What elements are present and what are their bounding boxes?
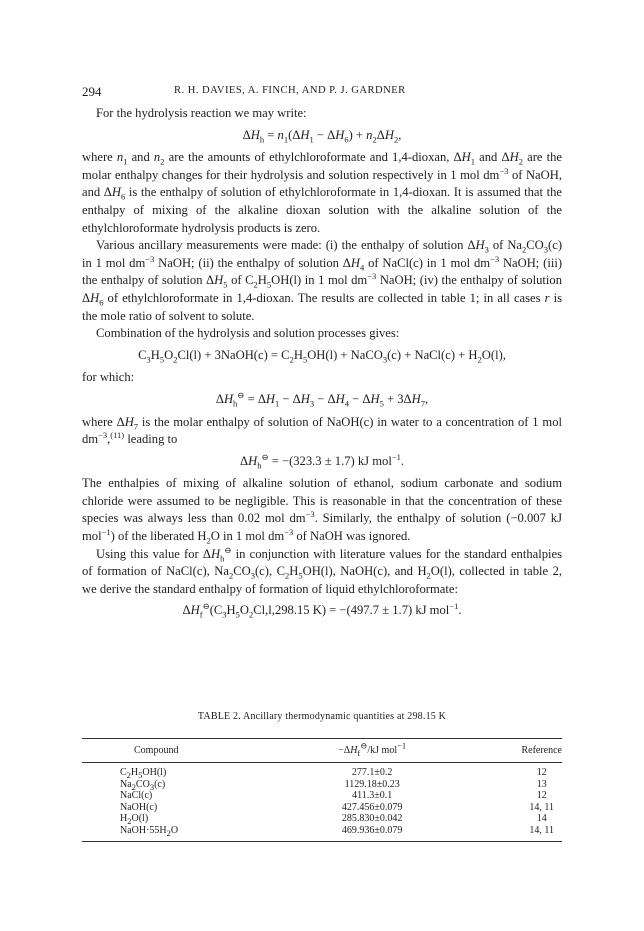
enthalpy-cell: 411.3±0.1 xyxy=(352,790,393,802)
paragraph-definitions: where $n_1$ and $n_2$ are the amounts of ethylchloroformate and 1,4-dioxan, $\Delta H_1$ and $\Delta H_2$ are the molar enthalpy changes for their hydrolysis and solution respectively in 1 mol $dm^{-3}$ of NaOH, and $\Delta H_6$ is the enthalpy of solution of ethylchloroformate in 1,4-dioxan. It is assumed that the enthalpy of mixing of the alkaline dioxan solution with the alkaline solution of the ethylchloroformate hydrolysis products is zero. xyxy=(82,150,563,235)
running-header xyxy=(82,84,562,100)
enthalpy-cell: 1129.18±0.23 xyxy=(344,778,400,790)
compound-cell: $C_2H_5OH(l)$ xyxy=(120,767,167,780)
compound-cell: $H_2O(l)$ xyxy=(120,813,149,827)
enthalpy-cell: 427.456±0.079 xyxy=(341,801,403,813)
reference-cell: 13 xyxy=(536,778,547,790)
paragraph-for-which: for which: xyxy=(82,370,135,385)
table-row xyxy=(82,825,562,841)
running-header-authors: R. H. DAVIES, A. FINCH, AND P. J. GARDNER xyxy=(174,85,406,96)
paragraph-combination: Combination of the hydrolysis and solution processes gives: xyxy=(96,326,400,341)
equation-reaction: $C_3H_5O_2Cl(l)$ + 3NaOH(c) = $C_2H_5OH(l)$ + NaCO$_3$(c) + NaCl(c) + $H_2O(l)$, xyxy=(138,347,506,365)
compound-cell: $NaOH\cdot 55H_2O$ xyxy=(82,825,283,841)
paragraph-intro: For the hydrolysis reaction we may write: xyxy=(96,106,307,120)
compound-cell: NaOH(c) xyxy=(120,801,158,813)
equation-standard-hydrolysis: $\Delta H_h^⊖ = \Delta H_1 - \Delta H_3 - \Delta H_4 - \Delta H_5 + 3\Delta H_7$, xyxy=(215,389,429,409)
reference-cell: 14, 11 xyxy=(529,801,555,813)
enthalpy-cell: 285.830±0.042 xyxy=(341,813,403,825)
table-row xyxy=(82,779,562,791)
table-2 xyxy=(82,711,562,842)
paragraph-naoh-solution: where $\Delta H_7$ is the molar enthalpy of solution of NaOH(c) in water to a concentration of 1 mol $dm^{-3},^{(11)}$ leading to xyxy=(82,414,563,447)
reference-cell: 14 xyxy=(536,813,547,825)
reference-cell: 12 xyxy=(536,790,547,802)
reference-cell: 12 xyxy=(536,767,547,778)
table-caption: TABLE 2. Ancillary thermodynamic quantities at 298.15 K xyxy=(197,711,447,722)
enthalpy-cell: 277.1±0.2 xyxy=(351,767,393,778)
equation-formation-enthalpy: $\Delta H_f^⊖(C_3H_5O_2Cl,l,298.15$ K) = −(497.7 ± 1.7) kJ mol$^{-1}$. xyxy=(182,601,462,620)
compound-cell: $Na_2CO_3(c)$ xyxy=(120,778,166,792)
column-header-reference: Reference xyxy=(461,739,562,763)
paragraph-literature-values: Using this value for $\Delta H_h^⊖$ in conjunction with literature values for the standard enthalpies of formation of NaCl(c), $Na_2CO_3(c)$, $C_2H_5OH(l)$, NaOH(c), and $H_2O(l)$, collected in table 2, we derive the standard enthalpy of formation of liquid ethylchloroformate: xyxy=(82,544,563,596)
enthalpy-cell: 469.936±0.079 xyxy=(283,825,462,841)
body-text xyxy=(82,105,562,625)
equation-hydrolysis-enthalpy: $\Delta H_h = n_1(\Delta H_1 - \Delta H_6) + n_2\Delta H_2$, xyxy=(242,127,402,145)
table-row xyxy=(82,813,562,825)
table-row xyxy=(82,802,562,814)
table-header-row xyxy=(82,739,562,763)
paragraph-ancillary-measurements: Various ancillary measurements were made: (i) the enthalpy of solution $\Delta H_3$ of $Na_2CO_3(c)$ in 1 mol $dm^{-3}$ NaOH; (ii) the enthalpy of solution $\Delta H_4$ of NaCl(c) in 1 mol $dm^{-3}$ NaOH; (iii) the enthalpy of solution $\Delta H_5$ of $C_2H_5OH(l)$ in 1 mol $dm^{-3}$ NaOH; (iv) the enthalpy of solution $\Delta H_6$ of ethylchloroformate in 1,4-dioxan. The results are collected in table 1; in all cases r is the mole ratio of solvent to solute. xyxy=(82,238,563,323)
equation-hydrolysis-value: $\Delta H_h^⊖ = -(323.3 \pm 1.7)$ kJ mol$^{-1}$. xyxy=(239,451,405,471)
table-row xyxy=(82,790,562,802)
table-row xyxy=(82,763,562,779)
reference-cell: 14, 11 xyxy=(461,825,562,841)
column-header-compound: Compound xyxy=(82,739,283,763)
paragraph-mixing: The enthalpies of mixing of alkaline solution of ethanol, sodium carbonate and sodium chloride were assumed to be negligible. This is reasonable in that the concentration of these species was always less than 0.02 mol $dm^{-3}$. Similarly, the enthalpy of solution (−0.007 kJ mol$^{-1}$) of the liberated $H_2O$ in 1 mol $dm^{-3}$ of NaOH was ignored. xyxy=(82,476,562,546)
compound-cell: NaCl(c) xyxy=(120,790,153,802)
ancillary-quantities-table xyxy=(82,738,562,842)
column-header-enthalpy: $-\Delta H_f^⊖/kJ$ mol$^{-1}$ xyxy=(283,739,462,763)
page-number: 294 xyxy=(82,84,102,99)
